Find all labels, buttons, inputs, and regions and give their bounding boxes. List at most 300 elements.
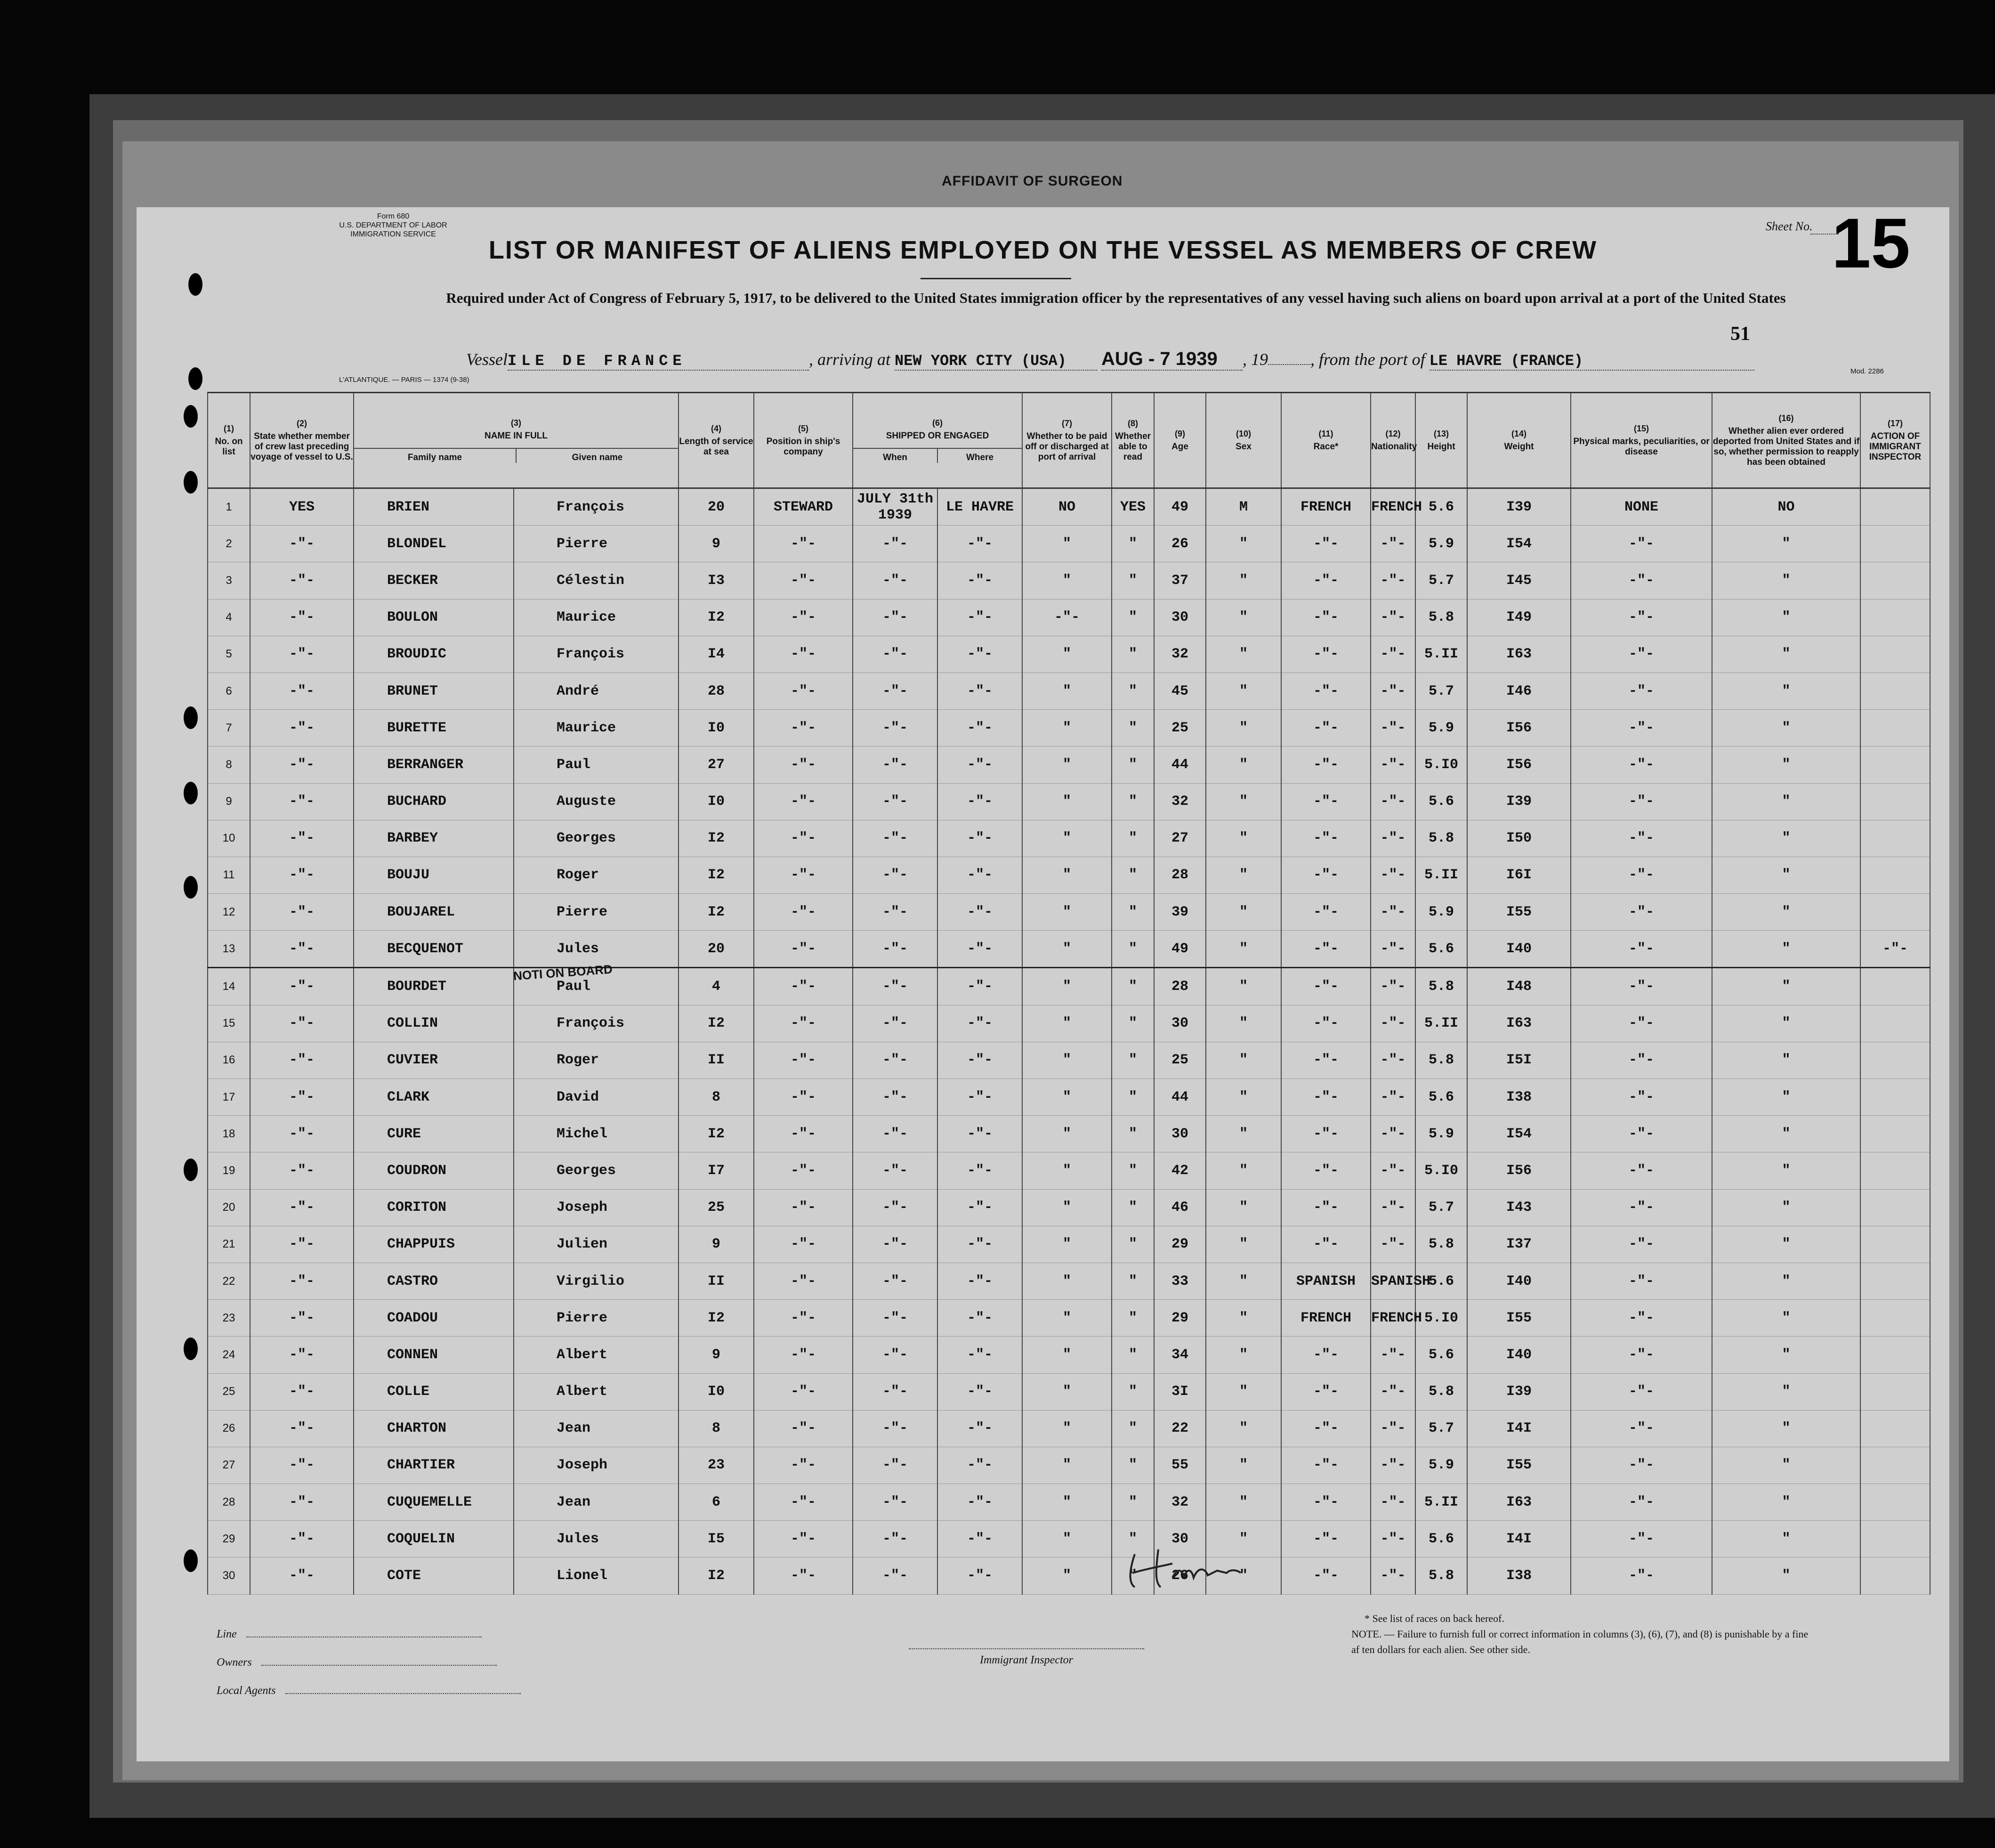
cell-where: -"-	[937, 820, 1022, 857]
cell-height: 5.6	[1415, 783, 1467, 820]
cell-paid: "	[1022, 1226, 1112, 1263]
cell-given: Maurice	[514, 599, 678, 636]
cell-paid: "	[1022, 1005, 1112, 1042]
cell-read: "	[1112, 1447, 1154, 1483]
cell-paid: "	[1022, 783, 1112, 820]
cell-race: -"-	[1281, 1116, 1371, 1152]
cell-marks: -"-	[1571, 710, 1712, 746]
cell-read: "	[1112, 1263, 1154, 1299]
table-row	[208, 1557, 1930, 1594]
cell-deported: "	[1712, 1521, 1860, 1557]
cell-action	[1860, 1447, 1930, 1483]
cell-nationality: -"-	[1371, 526, 1415, 562]
cell-service: 9	[678, 1337, 754, 1373]
line-field: Line	[217, 1620, 521, 1648]
cell-crew: -"-	[250, 1410, 354, 1447]
cell-no: 5	[208, 636, 250, 673]
cell-age: 32	[1154, 636, 1206, 673]
cell-age: 34	[1154, 1337, 1206, 1373]
cell-where: -"-	[937, 1189, 1022, 1226]
cell-position: -"-	[754, 526, 853, 562]
col-no: (1) No. on list	[208, 393, 250, 488]
table-row	[208, 1484, 1930, 1521]
cell-marks: -"-	[1571, 673, 1712, 709]
cell-service: I2	[678, 599, 754, 636]
cell-action	[1860, 1226, 1930, 1263]
cell-position: -"-	[754, 1521, 853, 1557]
cell-nationality: -"-	[1371, 1447, 1415, 1483]
cell-where: -"-	[937, 968, 1022, 1005]
table-row	[208, 673, 1930, 709]
cell-crew: -"-	[250, 894, 354, 931]
cell-deported: "	[1712, 673, 1860, 709]
cell-height: 5.II	[1415, 857, 1467, 893]
cell-action	[1860, 1152, 1930, 1189]
cell-height: 5.8	[1415, 820, 1467, 857]
cell-height: 5.9	[1415, 894, 1467, 931]
col-paid-off: (7) Whether to be paid off or discharged at port of arrival	[1022, 393, 1112, 488]
punch-hole	[188, 367, 202, 390]
cell-nationality: -"-	[1371, 1042, 1415, 1078]
cell-sex: "	[1206, 968, 1281, 1005]
cell-when: -"-	[853, 1557, 937, 1594]
cell-position: -"-	[754, 1557, 853, 1594]
cell-given: Lionel	[514, 1557, 678, 1594]
cell-height: 5.7	[1415, 1189, 1467, 1226]
cell-read: "	[1112, 1521, 1154, 1557]
cell-no: 1	[208, 488, 250, 526]
cell-where: -"-	[937, 1079, 1022, 1116]
cell-weight: I45	[1467, 562, 1571, 599]
cell-service: 4	[678, 968, 754, 1005]
cell-age: 25	[1154, 710, 1206, 746]
cell-no: 16	[208, 1042, 250, 1078]
col-length-of-service: (4) Length of service at sea	[678, 393, 754, 488]
cell-deported: "	[1712, 636, 1860, 673]
cell-when: -"-	[853, 526, 937, 562]
cell-action	[1860, 1484, 1930, 1521]
cell-sex: "	[1206, 1300, 1281, 1337]
footer-fields	[217, 1620, 521, 1705]
col-age: (9) Age	[1154, 393, 1206, 488]
cell-given: Jules	[514, 931, 678, 968]
cell-where: -"-	[937, 1116, 1022, 1152]
cell-deported: "	[1712, 746, 1860, 783]
cell-weight: I46	[1467, 673, 1571, 709]
cell-height: 5.7	[1415, 673, 1467, 709]
cell-race: -"-	[1281, 1005, 1371, 1042]
cell-action	[1860, 1189, 1930, 1226]
col-name-in-full: (3) NAME IN FULL Family name Given name	[354, 393, 678, 488]
cell-action	[1860, 526, 1930, 562]
fine-note: NOTE. — Failure to furnish full or correct information in columns (3), (6), (7), and (8) is punishable by a fine af ten dollars for each alien. See other side.	[1351, 1628, 1809, 1655]
cell-paid: "	[1022, 1557, 1112, 1594]
column-header-row	[208, 393, 1930, 488]
cell-race: -"-	[1281, 1189, 1371, 1226]
cell-where: -"-	[937, 1005, 1022, 1042]
cell-when: -"-	[853, 1116, 937, 1152]
cell-age: 32	[1154, 1484, 1206, 1521]
cell-position: -"-	[754, 1410, 853, 1447]
cell-sex: "	[1206, 1226, 1281, 1263]
year-label: , 19	[1243, 350, 1268, 369]
cell-position: -"-	[754, 1226, 853, 1263]
cell-race: -"-	[1281, 1226, 1371, 1263]
cell-weight: I4I	[1467, 1521, 1571, 1557]
cell-position: -"-	[754, 1300, 853, 1337]
crew-table	[207, 392, 1930, 1595]
table-row	[208, 636, 1930, 673]
cell-no: 22	[208, 1263, 250, 1299]
cell-family: BECQUENOT	[354, 931, 514, 968]
cell-read: "	[1112, 820, 1154, 857]
cell-race: SPANISH	[1281, 1263, 1371, 1299]
col-race: (11) Race*	[1281, 393, 1371, 488]
cell-when: -"-	[853, 599, 937, 636]
printer-mark: L'ATLANTIQUE. — PARIS — 1374 (9-38)	[339, 376, 469, 384]
cell-marks: -"-	[1571, 1300, 1712, 1337]
cell-when: -"-	[853, 1189, 937, 1226]
cell-when: -"-	[853, 1226, 937, 1263]
cell-race: -"-	[1281, 673, 1371, 709]
cell-age: 3I	[1154, 1373, 1206, 1410]
cell-weight: I55	[1467, 894, 1571, 931]
cell-marks: -"-	[1571, 1189, 1712, 1226]
cell-weight: I40	[1467, 1337, 1571, 1373]
cell-service: II	[678, 1263, 754, 1299]
cell-age: 49	[1154, 931, 1206, 968]
cell-no: 17	[208, 1079, 250, 1116]
cell-action	[1860, 488, 1930, 526]
cell-marks: -"-	[1571, 1410, 1712, 1447]
cell-weight: I63	[1467, 1005, 1571, 1042]
cell-nationality: -"-	[1371, 746, 1415, 783]
cell-sex: "	[1206, 1521, 1281, 1557]
table-row	[208, 746, 1930, 783]
cell-family: COLLIN	[354, 1005, 514, 1042]
punch-hole	[184, 706, 198, 729]
table-row	[208, 1373, 1930, 1410]
cell-given: Paul	[514, 746, 678, 783]
cell-service: 27	[678, 746, 754, 783]
cell-weight: I54	[1467, 526, 1571, 562]
mod-number: Mod. 2286	[1850, 367, 1884, 375]
col-height: (13) Height	[1415, 393, 1467, 488]
cell-family: COLLE	[354, 1373, 514, 1410]
affidavit-heading: AFFIDAVIT OF SURGEON	[942, 173, 1123, 189]
cell-weight: I54	[1467, 1116, 1571, 1152]
cell-no: 10	[208, 820, 250, 857]
cell-no: 3	[208, 562, 250, 599]
cell-no: 18	[208, 1116, 250, 1152]
cell-read: "	[1112, 1373, 1154, 1410]
cell-height: 5.II	[1415, 1005, 1467, 1042]
cell-read: YES	[1112, 488, 1154, 526]
cell-given: Pierre	[514, 1300, 678, 1337]
cell-where: -"-	[937, 1152, 1022, 1189]
cell-when: -"-	[853, 783, 937, 820]
cell-sex: "	[1206, 1447, 1281, 1483]
cell-family: CORITON	[354, 1189, 514, 1226]
col-crew-last-voyage: (2) State whether member of crew last preceding voyage of vessel to U.S.	[250, 393, 354, 488]
cell-no: 14	[208, 968, 250, 1005]
cell-weight: I39	[1467, 783, 1571, 820]
cell-given: François	[514, 488, 678, 526]
cell-where: -"-	[937, 746, 1022, 783]
cell-marks: -"-	[1571, 1263, 1712, 1299]
cell-where: -"-	[937, 1263, 1022, 1299]
cell-position: -"-	[754, 562, 853, 599]
cell-no: 19	[208, 1152, 250, 1189]
cell-read: "	[1112, 1410, 1154, 1447]
cell-no: 15	[208, 1005, 250, 1042]
cell-paid: "	[1022, 1042, 1112, 1078]
cell-age: 44	[1154, 1079, 1206, 1116]
year-blank	[1268, 364, 1310, 365]
cell-when: -"-	[853, 673, 937, 709]
cell-action	[1860, 710, 1930, 746]
manifest-sheet	[137, 203, 1949, 1761]
cell-position: -"-	[754, 968, 853, 1005]
cell-read: "	[1112, 1079, 1154, 1116]
cell-service: I2	[678, 857, 754, 893]
cell-given: Célestin	[514, 562, 678, 599]
cell-nationality: -"-	[1371, 894, 1415, 931]
cell-race: -"-	[1281, 1152, 1371, 1189]
cell-marks: -"-	[1571, 526, 1712, 562]
cell-weight: I48	[1467, 968, 1571, 1005]
cell-height: 5.7	[1415, 1410, 1467, 1447]
cell-deported: NO	[1712, 488, 1860, 526]
form-number: Form 680 U.S. DEPARTMENT OF LABOR IMMIGRATION SERVICE	[339, 212, 447, 238]
cell-age: 33	[1154, 1263, 1206, 1299]
table-row	[208, 968, 1930, 1005]
cell-read: "	[1112, 1042, 1154, 1078]
table-row	[208, 1300, 1930, 1337]
cell-age: 30	[1154, 599, 1206, 636]
cell-position: -"-	[754, 1373, 853, 1410]
cell-family: BOURDET	[354, 968, 514, 1005]
cell-paid: "	[1022, 857, 1112, 893]
cell-age: 46	[1154, 1189, 1206, 1226]
cell-height: 5.I0	[1415, 1300, 1467, 1337]
cell-action	[1860, 1557, 1930, 1594]
cell-service: 20	[678, 931, 754, 968]
cell-when: -"-	[853, 1042, 937, 1078]
cell-family: CASTRO	[354, 1263, 514, 1299]
cell-nationality: -"-	[1371, 1116, 1415, 1152]
cell-weight: I40	[1467, 931, 1571, 968]
cell-nationality: -"-	[1371, 968, 1415, 1005]
cell-weight: I56	[1467, 746, 1571, 783]
cell-read: "	[1112, 599, 1154, 636]
cell-height: 5.8	[1415, 1042, 1467, 1078]
cell-sex: "	[1206, 710, 1281, 746]
cell-age: 25	[1154, 1042, 1206, 1078]
punch-hole	[184, 471, 198, 494]
title-rule	[921, 278, 1071, 279]
cell-paid: "	[1022, 968, 1112, 1005]
cell-sex: "	[1206, 783, 1281, 820]
cell-family: CHARTON	[354, 1410, 514, 1447]
table-row	[208, 1226, 1930, 1263]
cell-family: BRIEN	[354, 488, 514, 526]
col-where: Where	[937, 449, 1022, 463]
cell-nationality: -"-	[1371, 673, 1415, 709]
cell-given: Albert	[514, 1373, 678, 1410]
cell-action	[1860, 746, 1930, 783]
cell-family: COUDRON	[354, 1152, 514, 1189]
cell-deported: "	[1712, 599, 1860, 636]
cell-family: BERRANGER	[354, 746, 514, 783]
cell-deported: "	[1712, 968, 1860, 1005]
cell-crew: -"-	[250, 1189, 354, 1226]
cell-position: -"-	[754, 710, 853, 746]
cell-where: -"-	[937, 636, 1022, 673]
cell-crew: -"-	[250, 1005, 354, 1042]
cell-action	[1860, 636, 1930, 673]
cell-crew: -"-	[250, 746, 354, 783]
cell-read: "	[1112, 562, 1154, 599]
col-given-name: Given name	[516, 449, 678, 463]
cell-given: Pierre	[514, 894, 678, 931]
cell-given: Julien	[514, 1226, 678, 1263]
cell-race: -"-	[1281, 931, 1371, 968]
cell-marks: -"-	[1571, 562, 1712, 599]
cell-given: Roger	[514, 857, 678, 893]
cell-paid: "	[1022, 1079, 1112, 1116]
cell-action	[1860, 857, 1930, 893]
cell-age: 39	[1154, 894, 1206, 931]
cell-action	[1860, 783, 1930, 820]
cell-deported: "	[1712, 1189, 1860, 1226]
cell-race: -"-	[1281, 1521, 1371, 1557]
cell-action	[1860, 1042, 1930, 1078]
cell-height: 5.9	[1415, 526, 1467, 562]
cell-height: 5.9	[1415, 1447, 1467, 1483]
cell-where: -"-	[937, 599, 1022, 636]
table-row	[208, 526, 1930, 562]
cell-age: 32	[1154, 783, 1206, 820]
cell-crew: -"-	[250, 636, 354, 673]
punch-hole	[184, 1549, 198, 1572]
col-position: (5) Position in ship's company	[754, 393, 853, 488]
cell-no: 4	[208, 599, 250, 636]
cell-age: 44	[1154, 746, 1206, 783]
cell-deported: "	[1712, 1116, 1860, 1152]
cell-paid: "	[1022, 1300, 1112, 1337]
cell-given: André	[514, 673, 678, 709]
cell-race: -"-	[1281, 1337, 1371, 1373]
col-nationality: (12) Nationality	[1371, 393, 1415, 488]
cell-paid: "	[1022, 1373, 1112, 1410]
cell-when: -"-	[853, 746, 937, 783]
cell-sex: "	[1206, 562, 1281, 599]
cell-given: Jean	[514, 1410, 678, 1447]
table-row	[208, 894, 1930, 931]
cell-weight: I63	[1467, 636, 1571, 673]
cell-paid: "	[1022, 1337, 1112, 1373]
cell-when: -"-	[853, 710, 937, 746]
cell-marks: -"-	[1571, 1337, 1712, 1373]
cell-family: BARBEY	[354, 820, 514, 857]
cell-sex: "	[1206, 1005, 1281, 1042]
cell-when: -"-	[853, 1005, 937, 1042]
cell-position: -"-	[754, 857, 853, 893]
cell-sex: "	[1206, 1079, 1281, 1116]
cell-where: -"-	[937, 562, 1022, 599]
cell-position: -"-	[754, 1116, 853, 1152]
cell-when: -"-	[853, 857, 937, 893]
manifest-title: LIST OR MANIFEST OF ALIENS EMPLOYED ON THE VESSEL AS MEMBERS OF CREW	[488, 236, 1598, 264]
cell-given: Jules	[514, 1521, 678, 1557]
cell-deported: "	[1712, 710, 1860, 746]
cell-paid: "	[1022, 1263, 1112, 1299]
cell-paid: "	[1022, 1521, 1112, 1557]
cell-marks: -"-	[1571, 746, 1712, 783]
cell-nationality: -"-	[1371, 1521, 1415, 1557]
cell-race: -"-	[1281, 1079, 1371, 1116]
cell-service: I2	[678, 1005, 754, 1042]
cell-where: -"-	[937, 857, 1022, 893]
cell-service: 6	[678, 1484, 754, 1521]
cell-given: Roger	[514, 1042, 678, 1078]
cell-marks: -"-	[1571, 1005, 1712, 1042]
sheet-number: 15	[1832, 203, 1910, 283]
cell-height: 5.8	[1415, 1226, 1467, 1263]
cell-service: I3	[678, 562, 754, 599]
cell-when: -"-	[853, 1152, 937, 1189]
cell-marks: -"-	[1571, 857, 1712, 893]
cell-crew: -"-	[250, 1557, 354, 1594]
col-weight: (14) Weight	[1467, 393, 1571, 488]
cell-height: 5.6	[1415, 1337, 1467, 1373]
table-row	[208, 599, 1930, 636]
cell-where: -"-	[937, 931, 1022, 968]
cell-crew: -"-	[250, 562, 354, 599]
cell-weight: I56	[1467, 1152, 1571, 1189]
cell-age: 37	[1154, 562, 1206, 599]
cell-family: BOUJU	[354, 857, 514, 893]
cell-race: -"-	[1281, 1410, 1371, 1447]
cell-where: -"-	[937, 1447, 1022, 1483]
cell-action	[1860, 673, 1930, 709]
cell-action	[1860, 1300, 1930, 1337]
cell-weight: I4I	[1467, 1410, 1571, 1447]
cell-height: 5.6	[1415, 488, 1467, 526]
cell-paid: "	[1022, 894, 1112, 931]
cell-weight: I37	[1467, 1226, 1571, 1263]
cell-no: 29	[208, 1521, 250, 1557]
punch-hole	[184, 782, 198, 804]
table-row	[208, 1152, 1930, 1189]
cell-family: BOULON	[354, 599, 514, 636]
cell-family: BRUNET	[354, 673, 514, 709]
cell-marks: -"-	[1571, 1484, 1712, 1521]
stamp-number: 51	[1730, 323, 1750, 345]
cell-deported: "	[1712, 1484, 1860, 1521]
cell-deported: "	[1712, 1557, 1860, 1594]
col-deported: (16) Whether alien ever ordered deported from United States and if so, whether permission to reapply has been obtained	[1712, 393, 1860, 488]
cell-paid: "	[1022, 1189, 1112, 1226]
vessel-name: ILE DE FRANCE	[508, 352, 809, 371]
cell-marks: -"-	[1571, 820, 1712, 857]
table-row	[208, 1521, 1930, 1557]
cell-paid: "	[1022, 710, 1112, 746]
col-family-name: Family name	[407, 453, 462, 462]
cell-race: -"-	[1281, 1557, 1371, 1594]
cell-weight: I63	[1467, 1484, 1571, 1521]
